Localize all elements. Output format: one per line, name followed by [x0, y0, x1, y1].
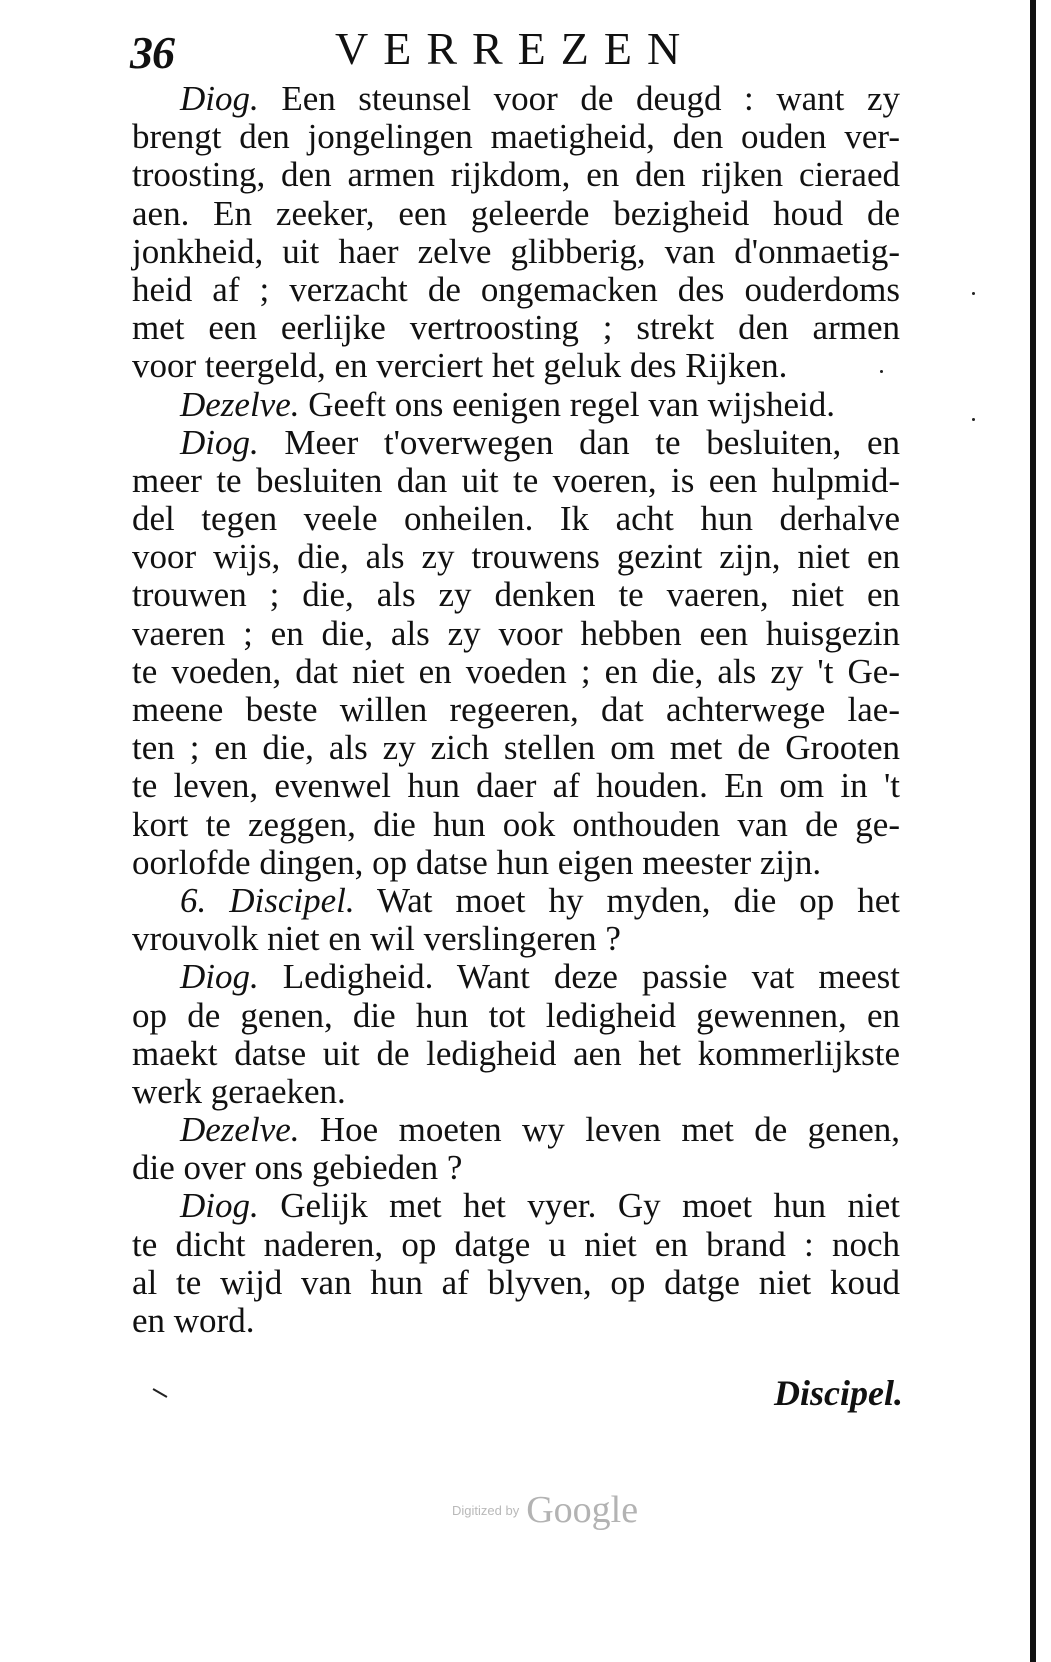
line-text: Ledigheid. Want deze passie vat meest [258, 957, 900, 997]
speaker-label: Dezelve. [180, 1110, 300, 1150]
text-line [132, 462, 900, 500]
text-line [132, 233, 900, 271]
text-line [132, 80, 900, 118]
text-line [132, 653, 900, 691]
line-text: te voeden, dat niet en voeden ; en die, als zy 't Ge- [132, 651, 900, 691]
stray-ink-mark [153, 1388, 168, 1398]
text-line [132, 920, 900, 958]
text-line [132, 1302, 900, 1340]
line-text: vrouvolk niet en wil verslingeren ? [132, 919, 621, 959]
speaker-label: Diog. [180, 957, 259, 997]
line-text: Gelijk met het vyer. Gy moet hun niet [258, 1186, 900, 1226]
line-text: aen. En zeeker, een geleerde bezigheid houd de [132, 193, 900, 233]
watermark-prefix: Digitized by [452, 1502, 520, 1518]
line-text: met een eerlijke vertroosting ; strekt den armen [132, 308, 900, 348]
speaker-label: Diog. [180, 1186, 259, 1226]
line-text: te dicht naderen, op datge u niet en brand : noch [132, 1224, 900, 1264]
line-text: jonkheid, uit haer zelve glibberig, van d'onmaetig- [132, 231, 900, 271]
text-line [132, 156, 900, 194]
line-text: vaeren ; en die, als zy voor hebben een huisgezin [132, 613, 900, 653]
line-text: trouwen ; die, als zy denken te vaeren, niet en [132, 575, 900, 615]
line-text: Geeft ons eenigen regel van wijsheid. [299, 384, 836, 424]
text-line [132, 195, 900, 233]
text-line [132, 1226, 900, 1264]
edge-speck [972, 418, 975, 421]
text-line [132, 500, 900, 538]
text-line [132, 309, 900, 347]
line-text: heid af ; verzacht de ongemacken des ouderdoms [132, 269, 900, 309]
line-text: en word. [132, 1301, 255, 1340]
line-text: Hoe moeten wy leven met de genen, [299, 1110, 900, 1150]
line-text: op de genen, die hun tot ledigheid gewennen, en [132, 995, 900, 1035]
line-text: Een steunsel voor de deugd : want zy [258, 79, 900, 118]
line-text: te leven, evenwel hun daer af houden. En om in 't [132, 766, 900, 806]
text-line [132, 271, 900, 309]
line-text: meene beste willen regeeren, dat achterwege lae- [132, 690, 900, 729]
text-line [132, 844, 900, 882]
edge-speck [972, 292, 975, 295]
line-text: Wat moet hy myden, die op het [354, 880, 900, 920]
text-line [132, 958, 900, 996]
text-line [132, 729, 900, 767]
google-logo: Google [526, 1489, 639, 1531]
line-text: troosting, den armen rijkdom, en den rijken cieraed [132, 155, 900, 195]
line-text: maekt datse uit de ledigheid aen het kommerlijkste [132, 1033, 900, 1073]
text-line [132, 806, 900, 844]
text-line [132, 767, 900, 805]
line-text: ten ; en die, als zy zich stellen om met de Grooten [132, 728, 900, 768]
text-line [132, 576, 900, 614]
line-text: die over ons gebieden ? [132, 1148, 463, 1188]
body-text [132, 80, 900, 1340]
line-text: voor wijs, die, als zy trouwens gezint zijn, niet en [132, 537, 900, 577]
page-number: 36 [130, 27, 174, 78]
text-line [132, 882, 900, 920]
digitization-watermark [452, 1488, 638, 1538]
text-line [132, 691, 900, 729]
text-line [132, 538, 900, 576]
line-text: del tegen veele onheilen. Ik acht hun derhalve [132, 499, 900, 539]
text-line [132, 424, 900, 462]
text-line [132, 386, 900, 424]
text-line [132, 1149, 900, 1187]
line-text: meer te besluiten dan uit te voeren, is een hulpmid- [132, 460, 900, 500]
text-line [132, 1264, 900, 1302]
text-line [132, 118, 900, 156]
running-head: VERREZEN [335, 23, 696, 74]
line-text: al te wijd van hun af blyven, op datge niet koud [132, 1262, 900, 1302]
text-line [132, 347, 900, 385]
speaker-label: Diog. [180, 79, 259, 118]
speaker-label: 6. Discipel. [180, 880, 355, 920]
line-text: Meer t'overwegen dan te besluiten, en [258, 422, 900, 462]
line-text: brengt den jongelingen maetigheid, den ouden ver- [132, 117, 900, 157]
page-edge-border [1030, 0, 1036, 1662]
text-line [132, 1035, 900, 1073]
text-line [132, 997, 900, 1035]
line-text: werk geraeken. [132, 1071, 346, 1111]
catchword: Discipel. [774, 1373, 903, 1413]
page-header [130, 22, 890, 82]
line-text: oorlofde dingen, op datse hun eigen meester zijn. [132, 842, 822, 882]
text-line [132, 1187, 900, 1225]
line-text: kort te zeggen, die hun ook onthouden van de ge- [132, 804, 900, 844]
text-line [132, 1073, 900, 1111]
line-text: voor teergeld, en verciert het geluk des Rijken. [132, 346, 788, 386]
speaker-label: Diog. [180, 422, 259, 462]
speaker-label: Dezelve. [180, 384, 300, 424]
text-line [132, 615, 900, 653]
text-line [132, 1111, 900, 1149]
